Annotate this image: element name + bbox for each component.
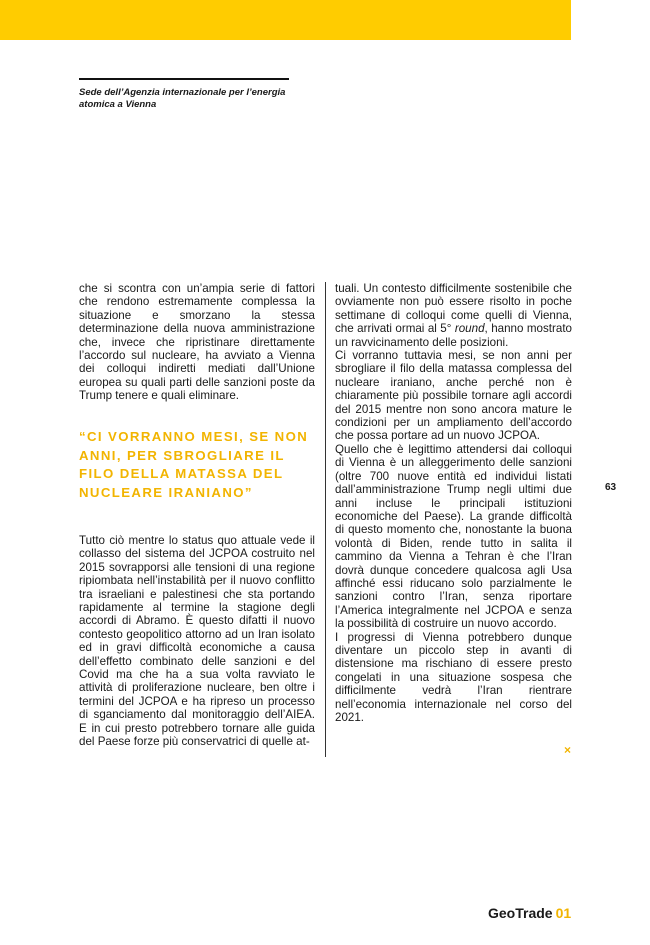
photo-caption: Sede dell’Agenzia internazionale per l’energia atomica a Vienna [79,87,286,110]
magazine-name: GeoTrade [488,905,553,921]
body-paragraph: che si scontra con un’ampia serie di fattori che rendono estremamente complessa la situazione e smorzano la stessa determinazione della nuova amministrazione che, invece che ripristinare direttamente l’accordo sul nucleare, ha avviato a Vienna dei colloqui indiretti mediati dall’Unione europea su quali parti delle sanzioni poste da Trump tenere e quali eliminare. [79,282,315,403]
body-paragraph [335,282,572,349]
body-paragraph: Tutto ciò mentre lo status quo attuale vede il collasso del sistema del JCPOA costruito nel 2015 sovrapporsi alle tensioni di una regione ripiombata nell’instabilità per il nuovo conflitto tra israeliani e palestinesi che sta portando rapidamente al termine la stagione degli accordi di Abramo. È questo difatti il nuovo contesto geopolitico attorno ad un Iran isolato ed in gravi difficoltà economiche a causa dell’effetto combinato delle sanzioni e del Covid ma che ha a sua volta ravviato le attività di proliferazione nucleare, ben oltre i termini del JCPOA e ha ripreso un processo di sganciamento dal monitoraggio dell’AIEA. E in cui presto potrebbero tornare alle guida del Paese forze più conservatrici di quelle at- [79,534,315,749]
right-column [335,282,572,724]
footer-logo [488,905,571,921]
caption-rule [79,78,289,80]
left-column-top [79,282,315,403]
page-number: 63 [605,482,617,493]
text-run: , hanno mostrato un ravvicinamento delle posizioni. [335,322,572,349]
pull-quote: “CI VORRANNO MESI, SE NON ANNI, PER SBROGLIARE IL FILO DELLA MATASSA DEL NUCLEARE IRANIANO” [79,429,309,500]
body-paragraph: Quello che è legittimo attendersi dai colloqui di Vienna è un alleggerimento delle sanzioni (oltre 700 nuove entità ed individui listati dall’amministrazione Trump negli ultimi due anni incluse le principali istituzioni economiche del Paese). La grande difficoltà di questo momento che, nonostante la buona volontà di Biden, rende tutto in salita il cammino da Vienna a Tehran è che l’Iran dovrà dunque concedere qualcosa agli Usa affinché essi riducano solo parzialmente le sanzioni contro l’Iran, senza riportare l’America integralmente nel JCPOA e senza la possibilità di costruire un nuovo accordo. [335,442,572,631]
italic-text: round [454,322,485,336]
end-of-article-icon: × [564,743,572,757]
body-paragraph: Ci vorranno tuttavia mesi, se non anni per sbrogliare il filo della matassa complessa del nucleare iraniano, anche perché non è chiaramente più possibile tornare agli accordi del 2015 mentre non sono ancora mature le condizioni per un ampliamento dell’accordo che possa portare ad un nuovo JCPOA. [335,349,572,443]
header-accent-band [0,0,571,40]
left-column-bottom [79,534,315,749]
column-divider [325,282,326,757]
body-paragraph: I progressi di Vienna potrebbero dunque diventare un piccolo step in avanti di distensione ma rischiano di essere presto congelati in una situazione sospesa che difficilmente vedrà l’Iran rientrare nell’economia internazionale nel corso del 2021. [335,630,572,724]
issue-number: 01 [555,905,572,921]
text-run: tuali. Un contesto difficilmente sostenibile che ovviamente non può essere risolto in poche settimane di colloqui come quelli di Vienna, che arrivati ormai al 5° [335,282,572,336]
